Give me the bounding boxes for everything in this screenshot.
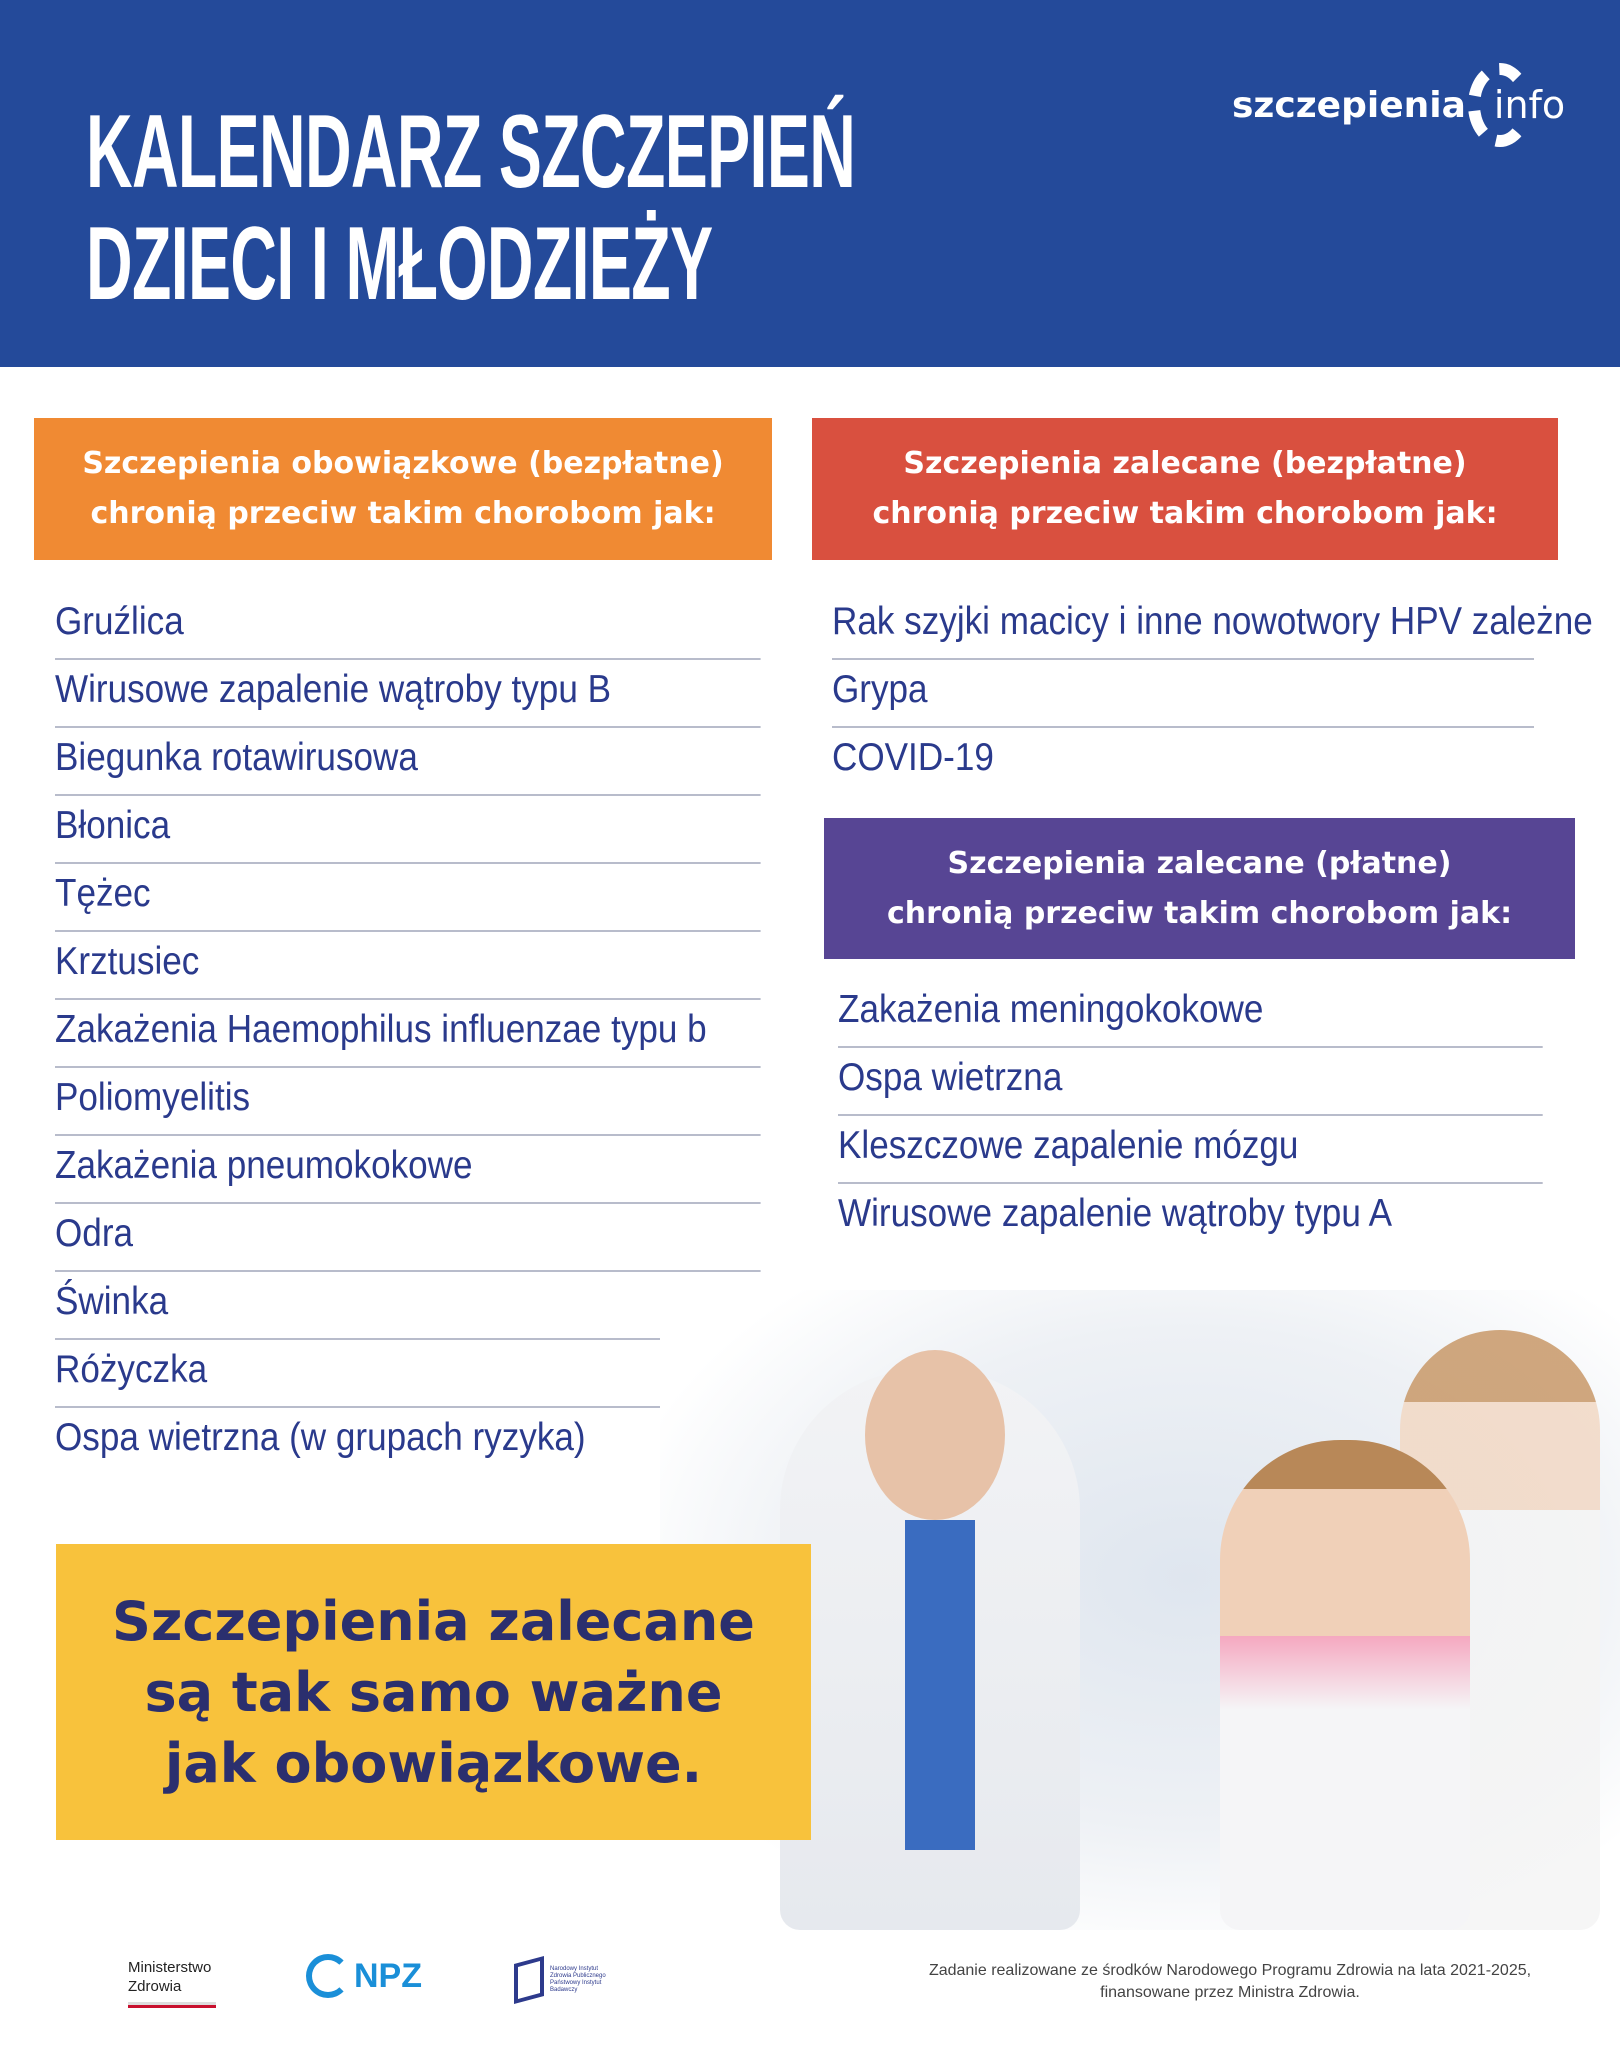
npz-text: NPZ	[354, 1956, 422, 1995]
heading-line: chronią przeciw takim chorobom jak:	[90, 496, 716, 531]
list-item: Gruźlica	[55, 592, 761, 660]
npz-swirl-icon	[306, 1954, 350, 1998]
heading-line: Szczepienia zalecane (płatne)	[947, 845, 1452, 881]
ministry-text: Ministerstwo	[128, 1959, 212, 1976]
szczepienia-info-logo	[1232, 60, 1565, 150]
recommended-free-heading	[812, 418, 1558, 560]
ministry-of-health-logo	[128, 1958, 216, 2008]
list-item: Zakażenia meningokokowe	[838, 980, 1543, 1048]
funding-note-line: Zadanie realizowane ze środków Narodowego Programu Zdrowia na lata 2021-2025,	[928, 1962, 1532, 1979]
list-item: Błonica	[55, 796, 761, 864]
npz-logo	[306, 1954, 422, 1998]
heading-line: chronią przeciw takim chorobom jak:	[872, 496, 1498, 531]
list-item: Ospa wietrzna	[838, 1048, 1543, 1116]
list-item: Krztusiec	[55, 932, 761, 1000]
list-item: COVID-19	[832, 736, 994, 779]
doctor-head	[865, 1350, 1005, 1520]
list-item: Zakażenia Haemophilus influenzae typu b	[55, 1000, 761, 1068]
ministry-text: Zdrowia	[128, 1978, 182, 1995]
heading-line: chronią przeciw takim chorobom jak:	[886, 895, 1513, 931]
nizp-logo	[514, 1960, 610, 2000]
callout-box	[56, 1544, 811, 1840]
recommended-free-list	[832, 592, 1612, 796]
list-item: Biegunka rotawirusowa	[55, 728, 761, 796]
list-item: Świnka	[55, 1272, 761, 1340]
heading-line: Szczepienia obowiązkowe (bezpłatne)	[82, 446, 724, 481]
logo-text-right: info	[1493, 83, 1566, 127]
funding-note	[860, 1960, 1600, 2004]
doctor-shirt	[905, 1520, 975, 1850]
page-title-line2: DZIECI I MŁODZIEŻY	[86, 206, 713, 322]
footer	[0, 1950, 1620, 2010]
list-item: Wirusowe zapalenie wątroby typu A	[838, 1192, 1393, 1235]
recommended-paid-heading	[824, 818, 1575, 959]
heading-line: Szczepienia zalecane (bezpłatne)	[903, 446, 1467, 481]
list-item: Ospa wietrzna (w grupach ryzyka)	[55, 1416, 586, 1459]
list-item: Poliomyelitis	[55, 1068, 761, 1136]
list-item: Kleszczowe zapalenie mózgu	[838, 1116, 1543, 1184]
list-item: Odra	[55, 1204, 761, 1272]
list-item: Różyczka	[55, 1340, 761, 1408]
list-item: Zakażenia pneumokokowe	[55, 1136, 761, 1204]
nizp-text: Narodowy Instytut Zdrowia Publicznego Państwowy Instytut Badawczy	[550, 1966, 606, 1993]
list-item: Rak szyjki macicy i inne nowotwory HPV zależne	[832, 592, 1534, 660]
nizp-emblem-icon	[514, 1956, 544, 2004]
girl-figure	[1220, 1440, 1470, 1930]
funding-note-line: finansowane przez Ministra Zdrowia.	[1100, 1984, 1360, 2001]
list-item: Tężec	[55, 864, 761, 932]
callout-line: są tak samo ważne	[144, 1660, 723, 1724]
callout-line: jak obowiązkowe.	[164, 1731, 703, 1795]
list-item: Wirusowe zapalenie wątroby typu B	[55, 660, 761, 728]
mandatory-heading	[34, 418, 772, 560]
callout-line: Szczepienia zalecane	[112, 1589, 755, 1653]
flag-icon	[128, 2002, 216, 2008]
page-title-line1: KALENDARZ SZCZEPIEŃ	[86, 94, 856, 210]
list-item: Grypa	[832, 660, 1534, 728]
recommended-paid-list	[838, 980, 1620, 1252]
logo-text-left: szczepienia	[1232, 84, 1466, 126]
header-banner	[0, 0, 1620, 367]
